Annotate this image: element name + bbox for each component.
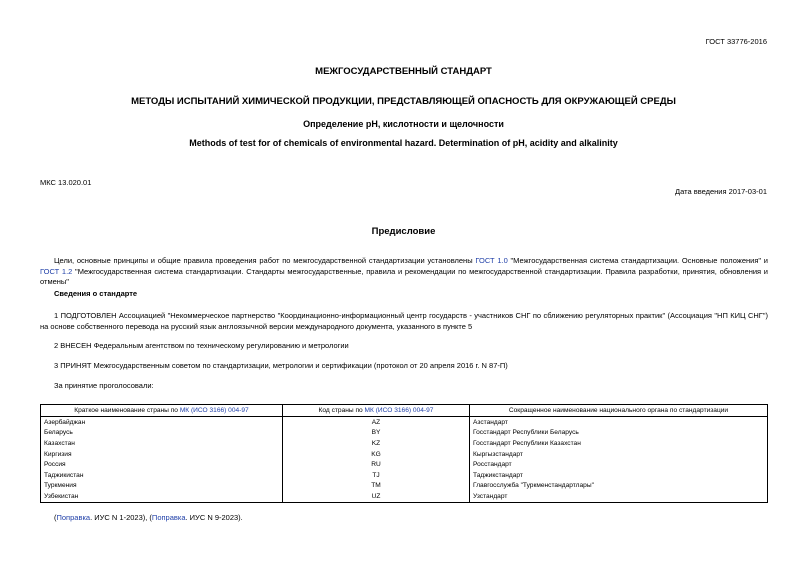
- table-row: [41, 491, 768, 502]
- cell-country: Таджикистан: [41, 470, 283, 481]
- mk-iso-link-2[interactable]: МК (ИСО 3166) 004-97: [364, 407, 434, 414]
- voting-countries-table: [40, 404, 768, 503]
- header-country-text: Краткое наименование страны по: [74, 407, 180, 414]
- item-adopted: 3 ПРИНЯТ Межгосударственным советом по стандартизации, метрологии и сертификации (протокол от 20 апреля 2016 г. N 87-П): [54, 361, 508, 370]
- cell-body: Госстандарт Республики Казахстан: [470, 438, 768, 449]
- item-prepared: 1 ПОДГОТОВЛЕН Ассоциацией "Некоммерческое партнерство "Координационно-информационный центр государств - участников СНГ по сближению регуляторных практик" (Ассоциация "НП КИЦ СНГ") на основе собственного перевода на русский язык англоязычной версии международного документа, указанного в пункте 5: [40, 311, 768, 331]
- table-row: [41, 459, 768, 470]
- standard-info-title: Сведения о стандарте: [54, 289, 138, 298]
- amendment-link-1[interactable]: Поправка: [56, 513, 91, 522]
- item-introduced: 2 ВНЕСЕН Федеральным агентством по техническому регулированию и метрологии: [54, 341, 349, 350]
- amend-text-1: . ИУС N 1-2023), (: [90, 513, 152, 522]
- preface-text-1: Цели, основные принципы и общие правила проведения работ по межгосударственной стандартизации установлены: [54, 256, 476, 265]
- cell-code: AZ: [283, 417, 470, 428]
- gost-1-0-link[interactable]: ГОСТ 1.0: [475, 256, 508, 265]
- preface-text-3: "Межгосударственная система стандартизации. Стандарты межгосударственные, правила и рекомендации по межгосударственной стандартизации. Правила разработки, принятия, обновления и отмены": [40, 266, 768, 286]
- cell-code: KG: [283, 449, 470, 460]
- table-row: [41, 449, 768, 460]
- amendment-link-2[interactable]: Поправка: [151, 513, 186, 522]
- cell-body: Азстандарт: [470, 417, 768, 428]
- standard-heading: МЕЖГОСУДАРСТВЕННЫЙ СТАНДАРТ: [315, 66, 492, 77]
- table-row: [41, 417, 768, 428]
- document-subtitle: Определение pH, кислотности и щелочности: [303, 119, 504, 129]
- cell-body: Узстандарт: [470, 491, 768, 502]
- cell-body: Госстандарт Республики Беларусь: [470, 428, 768, 439]
- cell-code: TJ: [283, 470, 470, 481]
- cell-code: UZ: [283, 491, 470, 502]
- cell-country: Туркмения: [41, 481, 283, 492]
- cell-country: Азербайджан: [41, 417, 283, 428]
- preface-text-2: "Межгосударственная система стандартизации. Основные положения" и: [507, 256, 768, 265]
- table-row: [41, 428, 768, 439]
- amend-text-2: . ИУС N 9-2023).: [185, 513, 243, 522]
- document-number: ГОСТ 33776-2016: [705, 37, 767, 46]
- document-title: МЕТОДЫ ИСПЫТАНИЙ ХИМИЧЕСКОЙ ПРОДУКЦИИ, ПРЕДСТАВЛЯЮЩЕЙ ОПАСНОСТЬ ДЛЯ ОКРУЖАЮЩЕЙ СРЕДЫ: [131, 96, 676, 107]
- gost-1-2-link[interactable]: ГОСТ 1.2: [40, 266, 73, 276]
- cell-body: Кыргызстандарт: [470, 449, 768, 460]
- preface-title: Предисловие: [371, 226, 436, 237]
- amend-open: (: [54, 513, 57, 522]
- cell-body: Таджикстандарт: [470, 470, 768, 481]
- cell-country: Россия: [41, 459, 283, 470]
- mks-code: МКС 13.020.01: [40, 178, 92, 187]
- table-row: [41, 438, 768, 449]
- header-country-name: [41, 405, 283, 417]
- cell-body: Росстандарт: [470, 459, 768, 470]
- table-row: [41, 481, 768, 492]
- cell-country: Киргизия: [41, 449, 283, 460]
- voted-label: За принятие проголосовали:: [54, 381, 154, 390]
- mk-iso-link-1[interactable]: МК (ИСО 3166) 004-97: [179, 407, 249, 414]
- preface-paragraph: [40, 256, 768, 288]
- table-header-row: [41, 405, 768, 417]
- introduction-date: Дата введения 2017-03-01: [675, 187, 767, 196]
- header-code-text: Код страны по: [318, 407, 365, 414]
- header-national-body: Сокращенное наименование национального органа по стандартизации: [470, 405, 768, 417]
- english-title: Methods of test for of chemicals of environmental hazard. Determination of pH, acidity and alkalinity: [189, 138, 618, 148]
- cell-country: Беларусь: [41, 428, 283, 439]
- table-row: [41, 470, 768, 481]
- cell-code: TM: [283, 481, 470, 492]
- cell-country: Казахстан: [41, 438, 283, 449]
- header-country-code: [283, 405, 470, 417]
- amendments-note: [54, 513, 243, 522]
- cell-code: KZ: [283, 438, 470, 449]
- cell-code: RU: [283, 459, 470, 470]
- cell-body: Главгосслужба "Туркменстандартлары": [470, 481, 768, 492]
- cell-code: BY: [283, 428, 470, 439]
- cell-country: Узбекистан: [41, 491, 283, 502]
